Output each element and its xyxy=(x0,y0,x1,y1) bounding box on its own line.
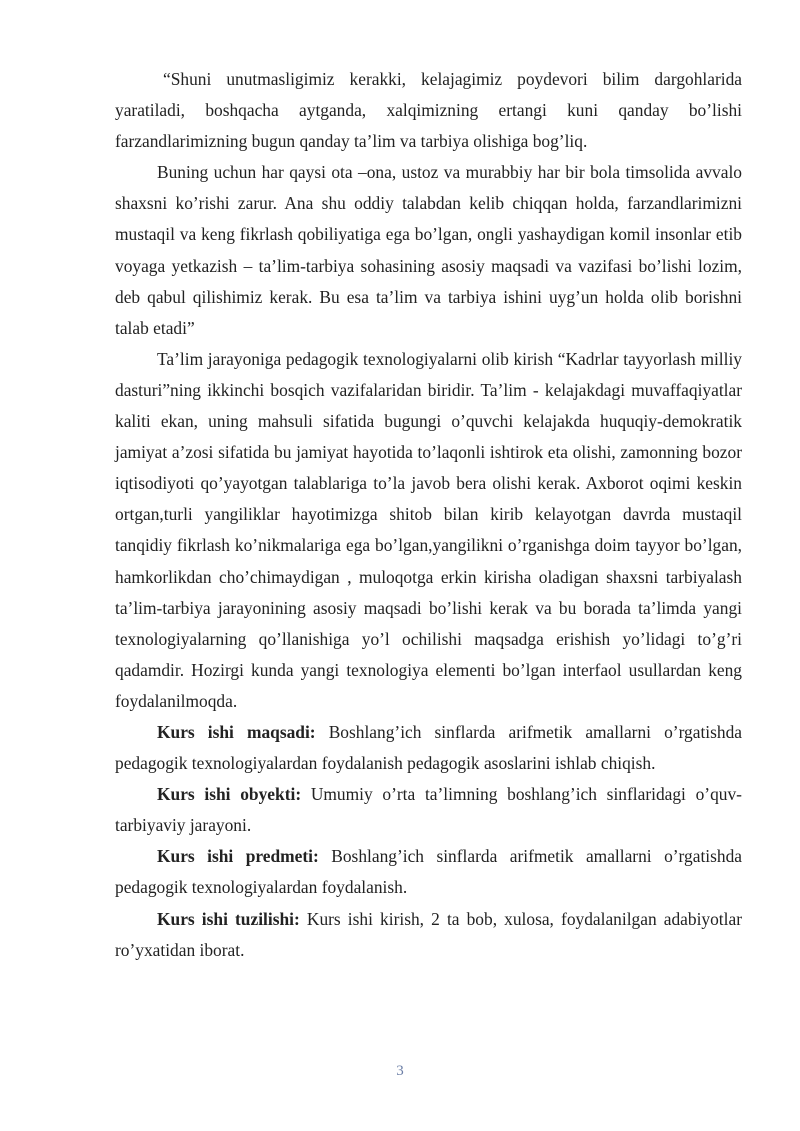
document-page xyxy=(115,64,742,966)
section-object-text: Umumiy o’rta ta’limning boshlang’ich sinflaridagi o’quv-tarbiyaviy jarayoni. xyxy=(115,784,742,836)
paragraph-quote-intro: “Shuni unutmasligimiz kerakki, kelajagimiz poydevori bilim dargohlarida yaratiladi, boshqacha aytganda, xalqimizning ertangi kuni qanday bo’lishi farzandlarimizning bugun qanday ta’lim va tarbiya olishiga bog’liq. xyxy=(115,69,742,152)
section-object-label: Kurs ishi obyekti: xyxy=(157,784,302,805)
page-number: 3 xyxy=(396,1063,404,1079)
section-subject xyxy=(115,841,742,903)
section-subject-text: Boshlang’ich sinflarda arifmetik amallarni o’rgatishda pedagogik texnologiyalardan foydalanish. xyxy=(115,846,742,898)
section-purpose-label: Kurs ishi maqsadi: xyxy=(157,721,316,742)
paragraph-pedagogical-technologies: Ta’lim jarayoniga pedagogik texnologiyalarni olib kirish “Kadrlar tayyorlash milliy dasturi”ning ikkinchi bosqich vazifalaridan biridir. Ta’lim - kelajakdagi muvaffaqiyatlar kaliti ekan, uning mahsuli sifatida bugungi o’quvchi kelajakda huquqiy-demokratik jamiyat a’zosi sifatida bu jamiyat hayotida to’laqonli ishtirok eta olishi, zamonning bozor iqtisodiyoti qo’yayotgan talablariga to’la javob bera olishi kerak. Axborot oqimi keskin ortgan,turli yangiliklar hayotimizga shitob bilan kirib kelayotgan davrda mustaqil tanqidiy fikrlash ko’nikmalariga ega bo’lgan,yangilikni o’rganishga doim tayyor bo’lgan, hamkorlikdan cho’chimaydigan , muloqotga erkin kirisha oladigan shaxsni tarbiyalash ta’lim-tarbiya jarayonining asosiy maqsadi bo’lishi kerak va bu borada ta’limda yangi texnologiyalarning qo’llanishiga yo’l ochilishi maqsadga erishish yo’lidagi to’g’ri qadamdir. Hozirgi kunda yangi texnologiya elementi bo’lgan interfaol usullardan keng foydalanilmoqda. xyxy=(115,348,742,711)
section-subject-label: Kurs ishi predmeti: xyxy=(157,846,319,867)
section-structure-label: Kurs ishi tuzilishi: xyxy=(157,908,300,929)
section-purpose xyxy=(115,717,742,779)
paragraph-quote-continuation: Buning uchun har qaysi ota –ona, ustoz va murabbiy har bir bola timsolida avvalo shaxsni ko’rishi zarur. Ana shu oddiy talabdan kelib chiqqan holda, farzandlarimizni mustaqil va keng fikrlash qobiliyatiga ega bo’lgan, ongli yashaydigan komil insonlar etib voyaga yetkazish – ta’lim-tarbiya sohasining asosiy maqsadi va vazifasi bo’lishi lozim, deb qabul qilishimiz kerak. Bu esa ta’lim va tarbiya ishini uyg’un holda olib borishni talab etadi” xyxy=(115,162,742,338)
section-purpose-text: Boshlang’ich sinflarda arifmetik amallarni o’rgatishda pedagogik texnologiyalardan foydalanish pedagogik asoslarini ishlab chiqish. xyxy=(115,721,742,774)
section-structure-text: Kurs ishi kirish, 2 ta bob, xulosa, foydalanilgan adabiyotlar ro’yxatidan iborat. xyxy=(115,908,742,960)
section-structure xyxy=(115,904,742,966)
section-object xyxy=(115,779,742,841)
